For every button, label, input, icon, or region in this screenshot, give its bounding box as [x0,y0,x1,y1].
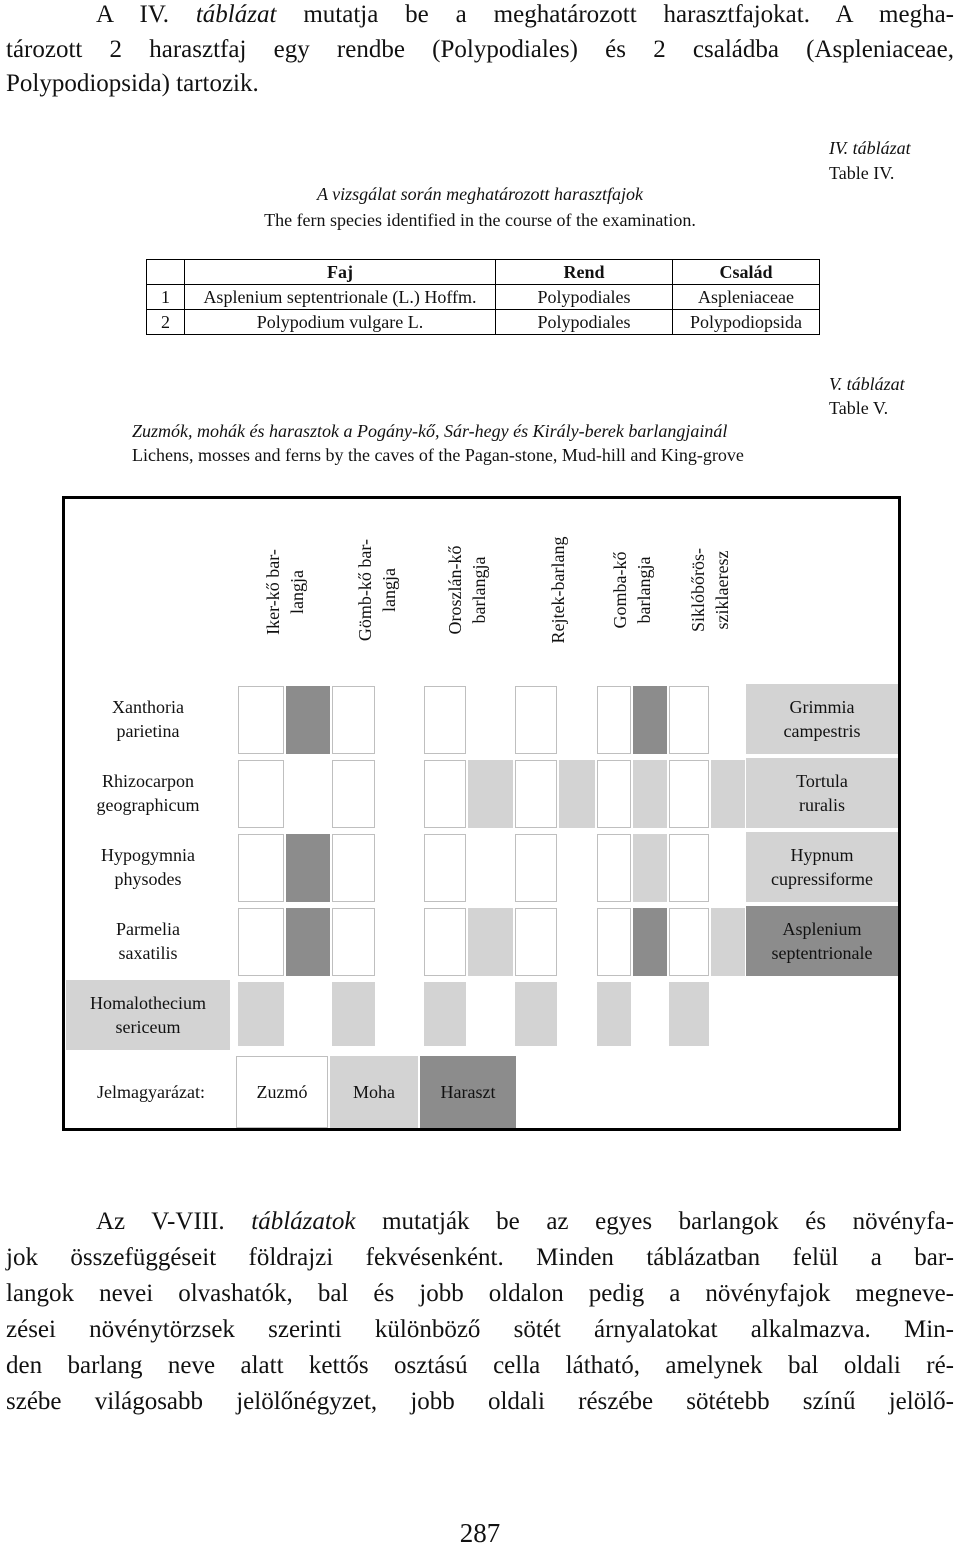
matrix-cell-lichen [515,908,557,976]
right-species-label: Tortula ruralis [746,758,898,828]
cave-header-oroszlan-ko: Oroszlán-kő barlangja [445,545,489,635]
table-row [147,285,820,310]
matrix-cell-lichen [515,834,557,902]
matrix-cell-empty [286,982,330,1046]
matrix-cell-fern [633,686,667,754]
matrix-cell-moss [424,982,466,1046]
matrix-cell-empty [559,834,595,902]
matrix-cell-empty [559,908,595,976]
matrix-cell-moss [559,760,595,828]
matrix-cell-lichen [332,834,375,902]
table5-caption-en: Lichens, mosses and ferns by the caves of the Pagan-stone, Mud-hill and King-grove [132,445,744,465]
header-species: Faj [185,260,496,285]
left-species-label: Homalothecium sericeum [66,980,230,1050]
table-row [147,310,820,335]
matrix-cell-lichen [669,834,709,902]
left-species-label: Xanthoria parietina [112,697,184,741]
matrix-cell-empty [468,982,513,1046]
legend-moss: Moha [330,1056,418,1128]
matrix-cell-lichen [597,834,631,902]
matrix-cell-moss [711,760,745,828]
right-species-label: Hypnum cupressiforme [746,832,898,902]
matrix-cell-lichen [424,908,466,976]
right-species-label: Asplenium septentrionale [746,906,898,976]
family-cell: Aspleniaceae [673,285,820,310]
fern-species-table [146,259,820,335]
matrix-cell-empty [377,982,422,1046]
matrix-cell-fern [286,908,330,976]
matrix-cell-empty [468,834,513,902]
matrix-cell-moss [633,834,667,902]
matrix-cell-moss [597,982,631,1046]
matrix-cell-lichen [669,760,709,828]
matrix-cell-lichen [238,834,284,902]
intro-line-1: A IV. táblázat mutatja be a meghatározott harasztfajokat. A megha- [96,1,954,28]
matrix-cell-empty [711,834,745,902]
row-number: 2 [147,310,185,335]
cave-header-iker-ko: Iker-kő bar- langja [263,549,307,635]
table5-tag-en: Table V. [829,398,889,418]
matrix-cell-lichen [238,908,284,976]
matrix-cell-lichen [515,686,557,754]
header-order: Rend [496,260,673,285]
matrix-cell-empty [559,982,595,1046]
matrix-cell-lichen [597,760,631,828]
matrix-cell-lichen [332,908,375,976]
left-species-label: Parmelia saxatilis [116,919,180,963]
matrix-cell-fern [633,908,667,976]
table4-caption-en: The fern species identified in the course of the examination. [264,210,696,230]
species-cell: Asplenium septentrionale (L.) Hoffm. [185,285,496,310]
matrix-cell-empty [468,686,513,754]
matrix-cell-lichen [424,686,466,754]
table4-caption-hu: A vizsgálat során meghatározott harasztfajok [316,184,644,204]
table4-tag-hu: IV. táblázat [829,138,911,158]
header-family: Család [673,260,820,285]
matrix-cell-lichen [669,908,709,976]
species-cell: Polypodium vulgare L. [185,310,496,335]
page-number: 287 [459,1518,501,1548]
matrix-cell-lichen [424,760,466,828]
legend-fern: Haraszt [420,1056,516,1128]
header-number [147,260,185,285]
legend-lichen: Zuzmó [236,1056,328,1128]
matrix-cell-empty [559,686,595,754]
matrix-cell-moss [515,982,557,1046]
matrix-cell-moss [711,908,745,976]
matrix-cell-empty [377,760,422,828]
outro-line-4: zései növénytörzsek szerinti különböző sötét árnyalatokat alkalmazva. Min- [6,1316,954,1343]
matrix-cell-lichen [332,760,375,828]
family-cell: Polypodiopsida [673,310,820,335]
matrix-cell-empty [711,686,745,754]
right-species-label: Grimmia campestris [746,684,898,754]
cave-header-rejtek: Rejtek-barlang [548,536,568,644]
cave-header-gomba-ko: Gomba-kő barlangja [610,551,654,629]
table-header-row [147,260,820,285]
matrix-cell-empty [377,908,422,976]
outro-line-2: jok összefüggéseit földrajzi fekvésenként. Minden táblázatban felül a bar- [6,1244,954,1271]
matrix-cell-lichen [597,908,631,976]
row-number: 1 [147,285,185,310]
outro-line-1: Az V-VIII. táblázatok mutatják be az egyes barlangok és növényfa- [96,1208,954,1235]
intro-line-3: Polypodiopsida) tartozik. [6,70,259,97]
table4-tag-en: Table IV. [829,163,895,183]
legend-label: Jelmagyarázat: [97,1081,205,1102]
matrix-cell-moss [633,760,667,828]
matrix-cell-moss [669,982,709,1046]
matrix-cell-fern [286,834,330,902]
matrix-cell-lichen [238,686,284,754]
left-species-label: Hypogymnia physodes [101,845,195,889]
order-cell: Polypodiales [496,310,673,335]
matrix-cell-moss [238,982,284,1046]
matrix-cell-moss [332,982,375,1046]
matrix-cell-lichen [332,686,375,754]
matrix-cell-lichen [669,686,709,754]
outro-line-6: szébe világosabb jelölőnégyzet, jobb oldali részébe sötétebb színű jelölő- [6,1388,954,1415]
table5-tag-hu: V. táblázat [829,374,905,394]
matrix-cell-empty [711,982,745,1046]
outro-line-3: langok nevei olvashatók, bal és jobb oldalon pedig a növényfajok megneve- [6,1280,954,1307]
matrix-cell-empty [377,686,422,754]
matrix-cell-fern [286,686,330,754]
table5-caption-hu: Zuzmók, mohák és harasztok a Pogány-kő, Sár-hegy és Király-berek barlangjainál [132,421,728,441]
matrix-cell-moss [468,760,513,828]
intro-line-2: tározott 2 harasztfaj egy rendbe (Polypodiales) és 2 családba (Aspleniaceae, [6,36,954,63]
matrix-cell-lichen [424,834,466,902]
matrix-cell-moss [468,908,513,976]
matrix-cell-lichen [515,760,557,828]
cave-header-gomb-ko: Gömb-kő bar- langja [355,538,399,642]
left-species-label: Rhizocarpon geographicum [96,771,200,815]
matrix-cell-empty [377,834,422,902]
matrix-cell-empty [286,760,330,828]
matrix-cell-lichen [597,686,631,754]
matrix-cell-lichen [238,760,284,828]
matrix-cell-empty [633,982,667,1046]
order-cell: Polypodiales [496,285,673,310]
outro-line-5: den barlang neve alatt kettős osztású cella látható, amelynek bal oldali ré- [6,1352,954,1379]
cave-header-siklobőros: Siklóbőrös- sziklaeresz [688,547,732,633]
